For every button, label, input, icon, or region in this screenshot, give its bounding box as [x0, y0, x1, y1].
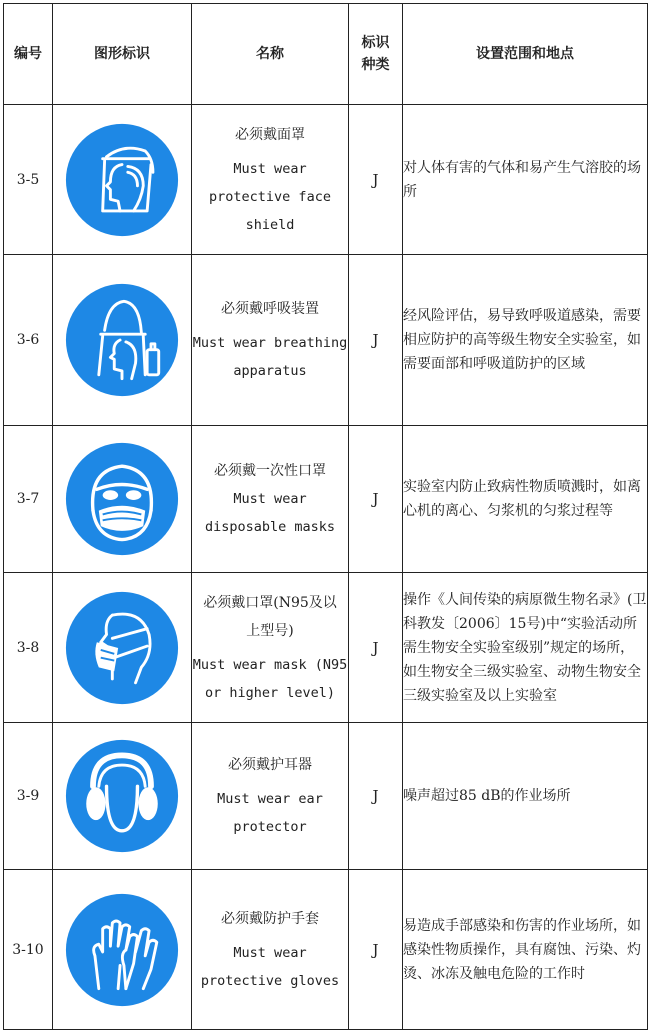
row-code: 3-5 — [4, 105, 53, 255]
sign-name-zh: 必须戴口罩(N95及以上型号) — [203, 594, 337, 639]
row-code: 3-6 — [4, 255, 53, 426]
sign-type: J — [349, 870, 403, 1030]
n95-mask-icon — [64, 590, 180, 706]
sign-name-en: Must wear ear protector — [217, 791, 323, 835]
header-code: 编号 — [4, 4, 53, 105]
sign-name-zh: 必须戴呼吸装置 — [221, 301, 319, 317]
sign-location: 操作《人间传染的病原微生物名录》(卫科教发〔2006〕15号)中“实验活动所需生物安全实验室级别”规定的场所，如生物安全三级实验室、动物生物安全三级实验室及以上实验室 — [403, 573, 648, 723]
sign-location: 噪声超过85 dB的作业场所 — [403, 723, 648, 870]
header-name: 名称 — [192, 4, 349, 105]
sign-type: J — [349, 105, 403, 255]
sign-name-en: Must wear breathing apparatus — [192, 335, 348, 379]
table-row — [4, 426, 648, 573]
ear-protector-icon — [64, 738, 180, 854]
table-row — [4, 723, 648, 870]
sign-type: J — [349, 255, 403, 426]
sign-type: J — [349, 426, 403, 573]
row-code: 3-10 — [4, 870, 53, 1030]
sign-type: J — [349, 723, 403, 870]
sign-name-zh: 必须戴护耳器 — [228, 757, 312, 773]
header-icon: 图形标识 — [53, 4, 192, 105]
header-type: 标识种类 — [349, 4, 403, 105]
face-shield-icon — [64, 122, 180, 238]
sign-name-en: Must wear mask (N95 or higher level) — [192, 656, 348, 701]
sign-location: 易造成手部感染和伤害的作业场所，如感染性物质操作，具有腐蚀、污染、灼烫、冰冻及触电危险的工作时 — [403, 870, 648, 1030]
table-row — [4, 870, 648, 1030]
table-row — [4, 573, 648, 723]
sign-location: 经风险评估，易导致呼吸道感染，需要相应防护的高等级生物安全实验室，如需要面部和呼吸道防护的区域 — [403, 255, 648, 426]
sign-location: 对人体有害的气体和易产生气溶胶的场所 — [403, 105, 648, 255]
table-row — [4, 255, 648, 426]
gloves-icon — [64, 892, 180, 1008]
sign-type: J — [349, 573, 403, 723]
row-code: 3-9 — [4, 723, 53, 870]
sign-name-en: Must wear protective gloves — [200, 944, 340, 989]
table-row — [4, 105, 648, 255]
safety-sign-table — [3, 3, 648, 1030]
header-row — [4, 4, 648, 105]
sign-location: 实验室内防止致病性物质喷溅时，如离心机的离心、匀浆机的匀浆过程等 — [403, 426, 648, 573]
row-code: 3-7 — [4, 426, 53, 573]
sign-name-zh: 必须戴一次性口罩 — [214, 463, 326, 479]
sign-name-zh: 必须戴防护手套 — [221, 910, 319, 927]
header-location: 设置范围和地点 — [403, 4, 648, 105]
sign-name-en: Must wear disposable masks — [204, 491, 336, 535]
breathing-apparatus-icon — [64, 282, 180, 398]
sign-name-en: Must wear protective face shield — [209, 160, 331, 233]
disposable-mask-icon — [64, 441, 180, 557]
sign-name-zh: 必须戴面罩 — [235, 126, 305, 143]
row-code: 3-8 — [4, 573, 53, 723]
